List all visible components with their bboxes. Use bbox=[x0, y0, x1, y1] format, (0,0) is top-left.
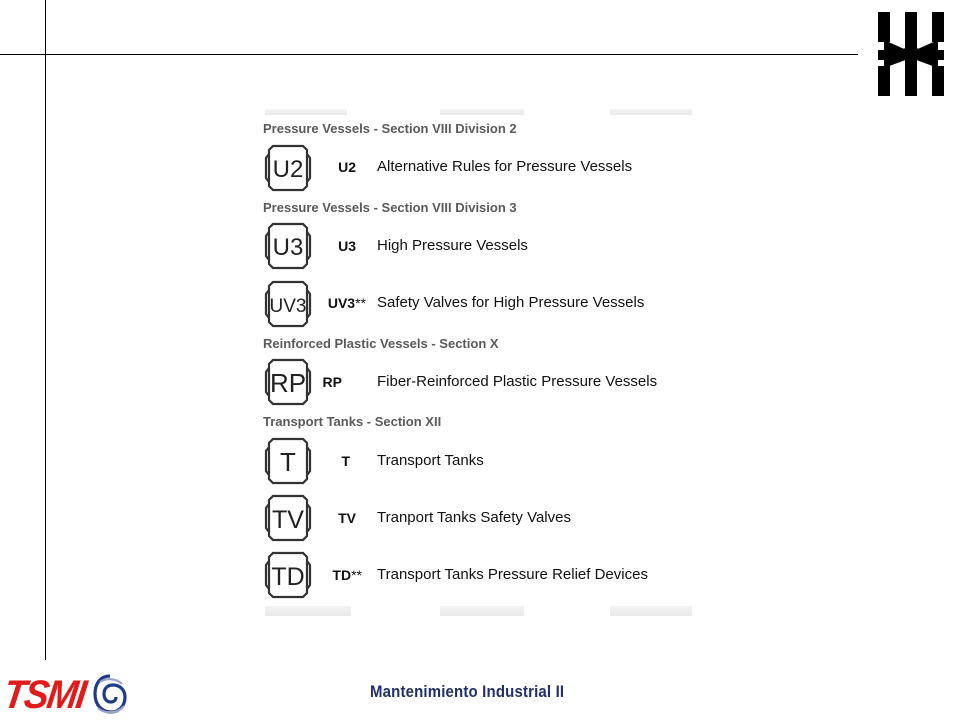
stamp-code-suffix: ** bbox=[355, 295, 366, 311]
stamp-symbol: TD bbox=[271, 563, 305, 591]
stamp-description: Tranport Tanks Safety Valves bbox=[377, 509, 571, 526]
stamp-code-suffix: ** bbox=[351, 567, 362, 583]
vertical-rule bbox=[45, 0, 46, 660]
section-header: Pressure Vessels - Section VIII Division 2 bbox=[263, 121, 517, 136]
fade-strip bbox=[265, 109, 347, 115]
stamp-description: Transport Tanks Pressure Relief Devices bbox=[377, 566, 648, 583]
stamp-code bbox=[252, 374, 342, 390]
stamp-code bbox=[252, 453, 350, 469]
stamp-description: High Pressure Vessels bbox=[377, 237, 528, 254]
fade-strip bbox=[440, 109, 524, 115]
footer-title: Mantenimiento Industrial II bbox=[370, 682, 565, 701]
tsmi-logo: TSMI bbox=[0, 673, 88, 717]
fade-strip bbox=[610, 606, 692, 616]
stamp-description: Fiber-Reinforced Plastic Pressure Vessels bbox=[377, 373, 658, 390]
stamp-code-text: T bbox=[341, 453, 350, 469]
stamp-code bbox=[252, 238, 356, 254]
stamp-description: Safety Valves for High Pressure Vessels bbox=[377, 294, 645, 311]
section-header: Transport Tanks - Section XII bbox=[263, 414, 442, 429]
stamp-code bbox=[252, 510, 356, 526]
stamp-description: Transport Tanks bbox=[377, 452, 484, 469]
utn-logo-icon bbox=[876, 12, 946, 96]
stamp-symbol: UV3 bbox=[269, 296, 307, 317]
section-header: Pressure Vessels - Section VIII Division 3 bbox=[263, 200, 517, 215]
stamp-symbol: U2 bbox=[272, 156, 304, 183]
fade-strip bbox=[610, 109, 692, 115]
stamp-code-text: U3 bbox=[338, 238, 356, 254]
stamp-symbol: T bbox=[280, 447, 296, 477]
stamp-code bbox=[252, 567, 362, 583]
fade-strip bbox=[440, 606, 524, 616]
stamp-symbol: U3 bbox=[272, 234, 304, 261]
fade-strip bbox=[265, 606, 351, 616]
stamp-code-text: U2 bbox=[338, 159, 356, 175]
swirl-logo-icon bbox=[92, 672, 128, 716]
stamp-code-text: TD bbox=[332, 567, 352, 583]
stamp-code bbox=[252, 159, 356, 175]
stamp-code bbox=[252, 295, 366, 311]
stamp-code-text: UV3 bbox=[327, 295, 356, 311]
stamp-symbol: TV bbox=[272, 506, 304, 534]
stamp-code-text: RP bbox=[322, 374, 342, 390]
stamp-code-text: TV bbox=[338, 510, 356, 526]
stamp-description: Alternative Rules for Pressure Vessels bbox=[377, 158, 633, 175]
section-header: Reinforced Plastic Vessels - Section X bbox=[263, 336, 499, 351]
horizontal-rule bbox=[0, 54, 858, 55]
stamp-symbol: RP bbox=[269, 368, 307, 398]
